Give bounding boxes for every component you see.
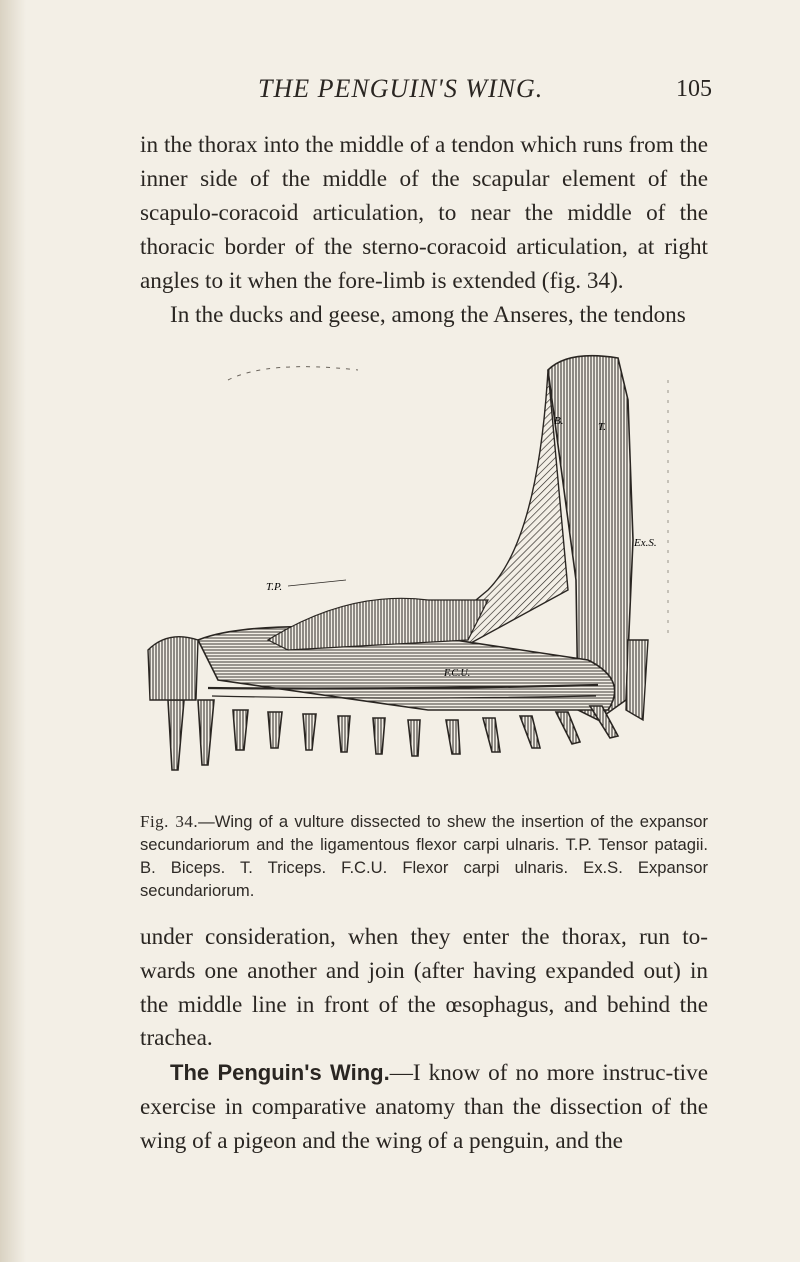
figure-caption [140,810,708,902]
caption-text: —Wing of a vulture dissected to shew the insertion of the expansor secundariorum and the ligamentous flexor carpi ulnaris. T.P. Tensor patagii. B. Biceps. T. Triceps. F.C.U. Flexor carpi ulnaris. Ex.S. Expansor secundariorum. [140,812,708,900]
label-triceps: T. [598,421,607,433]
section-paragraph [140,1056,708,1158]
label-tensor-patagii: T.P. [266,581,283,593]
top-paragraph [140,128,708,332]
label-biceps: B. [554,415,564,427]
running-title: THE PENGUIN'S WING. [258,74,544,103]
section-text: —I know of no more instruc-tive exercise in comparative anatomy than the dissection of the wing of a pigeon and the wing of a penguin, and the [140,1060,708,1154]
paragraph-text: in the thorax into the middle of a tendon which runs from the inner side of the middle of the scapular element of the scapulo-coracoid articulation, to near the middle of the thoracic border of the sterno-coracoid articulation, at right angles to it when the fore-limb is extended (fig. 34). [140,132,708,294]
figure-number: Fig. 34. [140,812,199,831]
vulture-wing-illustration [128,340,700,780]
paragraph-text: under consideration, when they enter the thorax, run to-wards one another and join (after having expanded out) in the middle line in front of the œsophagus, and behind the trachea. [140,924,708,1052]
bottom-paragraph [140,921,708,1159]
patagium-outline [228,367,358,380]
section-heading: The Penguin's Wing. [170,1060,390,1086]
page-number: 105 [676,76,712,102]
page-gutter-shadow [0,0,26,1262]
paragraph-continuation: In the ducks and geese, among the Anseres, the tendons [170,302,686,328]
label-flexor-carpi-ulnaris: F.C.U. [444,668,471,679]
label-expansor-secundariorum: Ex.S. [634,537,657,549]
page-header [0,74,800,114]
